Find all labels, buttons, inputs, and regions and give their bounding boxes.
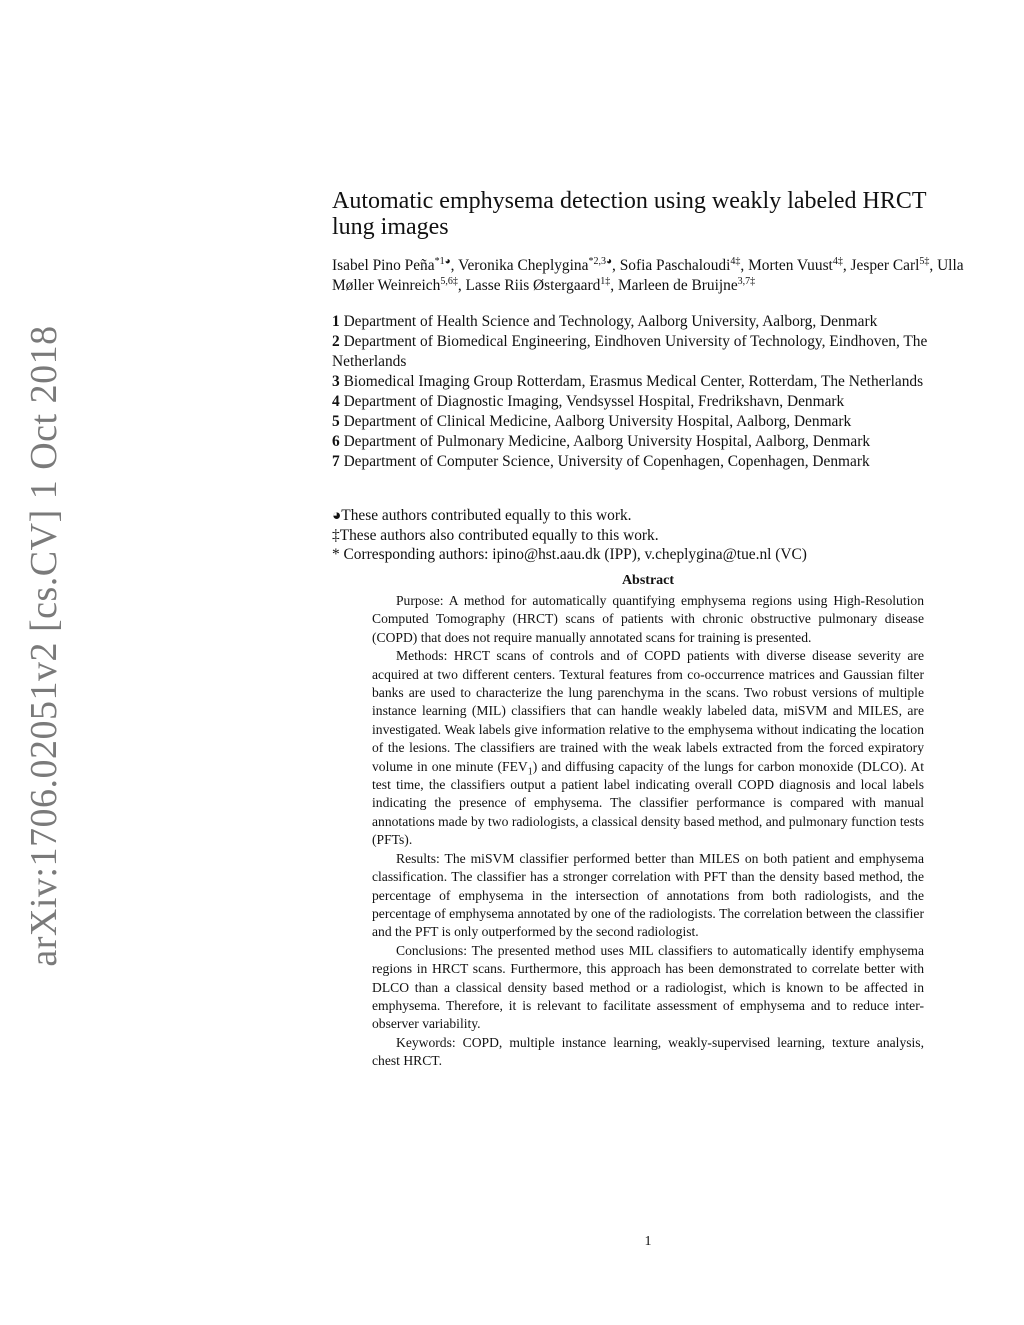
abstract-purpose: Purpose: A method for automatically quantifying emphysema regions using High-Resolution Computed Tomography (HRCT) scans of patients with chronic obstructive pulmonary disease (COPD) that does not require manually annotated scans for training is presented. — [372, 593, 924, 645]
author: Jesper Carl$^{5\ddagger}$ — [850, 255, 930, 274]
abstract-conclusions: Conclusions: The presented method uses MIL classifiers to automatically identify emphysema regions in HRCT scans. Furthermore, this approach has been demonstrated to correlate better with DLCO than a classical density based method or a radiologist, which is known to be affected in emphysema. Therefore, it is relevant to facilitate assessment of emphysema and to reduce inter-observer variability. — [372, 942, 924, 1032]
author: Marleen de Bruijne$^{3,7\ddagger}$ — [618, 275, 756, 294]
author: Sofia Paschaloudi$^{4\ddagger}$ — [619, 255, 741, 274]
affiliation: 5 Department of Clinical Medicine, Aalborg University Hospital, Aalborg, Denmark — [332, 413, 852, 430]
arxiv-identifier: arXiv:1706.02051v2 [cs.CV] 1 Oct 2018 — [23, 325, 65, 967]
abstract-body — [372, 592, 924, 1071]
author: Ulla Møller Weinreich$^{5,6\ddagger}$ — [332, 257, 964, 294]
paper-title: Automatic emphysema detection using weakly labeled HRCT lung images — [332, 188, 927, 240]
author: Isabel Pino Peña$^{*1◕}$ — [332, 255, 451, 274]
affiliation: 4 Department of Diagnostic Imaging, Vendsyssel Hospital, Fredrikshavn, Denmark — [332, 393, 845, 410]
author: Lasse Riis Østergaard$^{1\ddagger}$ — [465, 275, 611, 294]
corresponding-authors-note: * Corresponding authors: ipino@hst.aau.dk (IPP), v.cheplygina@tue.nl (VC) — [332, 546, 807, 563]
affiliation: 6 Department of Pulmonary Medicine, Aalborg University Hospital, Aalborg, Denmark — [332, 433, 871, 450]
author: Veronika Cheplygina$^{*2,3◕}$ — [458, 255, 612, 274]
author-list: Isabel Pino Peña$^{*1◕}$, Veronika Cheplygina$^{*2,3◕}$, Sofia Paschaloudi$^{4\ddagger}$, Morten Vuust$^{4\ddagger}$, Jesper Carl$^{5\ddagger}$, Ulla Møller Weinreich$^{5,6\ddagger}$, Lasse Riis Østergaard$^{1\ddagger}$, Marleen de Bruijne$^{3,7\ddagger}$ — [332, 255, 964, 294]
equal-contribution-note: ◕These authors contributed equally to this work. — [332, 507, 632, 524]
author-notes — [332, 506, 972, 565]
abstract-heading: Abstract — [621, 573, 675, 588]
also-equal-note: ‡These authors also contributed equally to this work. — [332, 526, 659, 544]
affiliation: 7 Department of Computer Science, University of Copenhagen, Copenhagen, Denmark — [332, 453, 870, 470]
abstract-methods: Methods: HRCT scans of controls and of COPD patients with diverse disease severity are acquired at two different centers. Textural features from co-occurrence matrices and Gaussian filter banks are used to characterize the lung parenchyma in the scans. Two robust versions of multiple instance learning (MIL) classifiers that can handle weakly labeled data, miSVM and MILES, are investigated. Weak labels give information relative to the emphysema without indicating the location of the lesions. The classifiers are trained with the weak labels extracted from the forced expiratory volume in one minute $(FEV_1)$ and diffusing capacity of the lungs for carbon monoxide (DLCO). At test time, the classifiers output a patient label indicating overall COPD diagnosis and local labels indicating the presence of emphysema. The classifier performance is compared with manual annotations made by two radiologists, a classical density based method, and pulmonary function tests (PFTs). — [372, 648, 924, 848]
affiliation: 1 Department of Health Science and Technology, Aalborg University, Aalborg, Denmark — [332, 313, 878, 330]
affiliation-list — [332, 312, 972, 472]
abstract-keywords: Keywords: COPD, multiple instance learning, weakly-supervised learning, texture analysis, chest HRCT. — [372, 1034, 924, 1069]
affiliation: 3 Biomedical Imaging Group Rotterdam, Erasmus Medical Center, Rotterdam, The Netherlands — [332, 373, 924, 390]
page-number: 1 — [644, 1234, 652, 1249]
affiliation: 2 Department of Biomedical Engineering, Eindhoven University of Technology, Eindhoven, The Netherlands — [332, 333, 928, 370]
abstract-results: Results: The miSVM classifier performed better than MILES on both patient and emphysema classification. The classifier has a stronger correlation with PFT than the density based method, the percentage of emphysema in the intersection of annotations from both radiologists, and the percentage of emphysema annotated by one of the radiologists. The correlation between the classifier and the PFT is only outperformed by the second radiologist. — [372, 850, 924, 940]
author: Morten Vuust$^{4\ddagger}$ — [748, 255, 843, 274]
